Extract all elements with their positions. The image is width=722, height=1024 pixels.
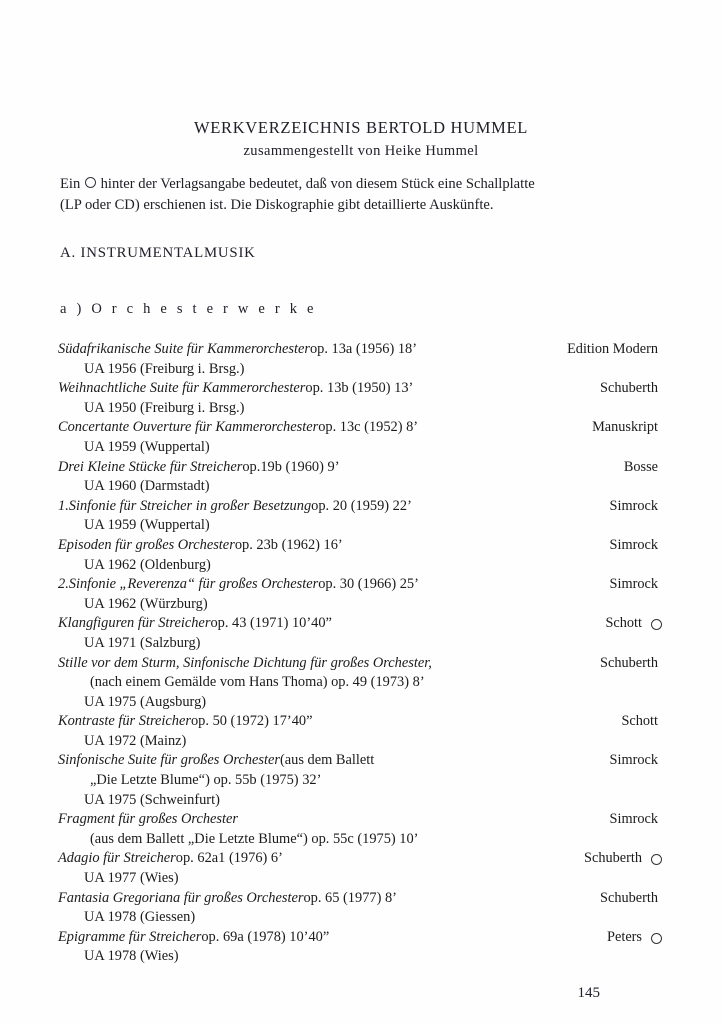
work-continuation-line: (aus dem Ballett „Die Letzte Blume“) op. 55c (1975) 10’ — [90, 830, 419, 847]
publisher-label: Simrock — [609, 576, 658, 593]
work-title: Concertante Ouverture für Kammerorchester — [58, 419, 319, 436]
publisher-label: Simrock — [609, 752, 658, 769]
publisher-label: Edition Modern — [567, 341, 658, 357]
work-premiere-line: UA 1978 (Giessen) — [84, 909, 196, 926]
work-title: Fragment für großes Orchester — [58, 811, 238, 828]
subsection-heading-orchesterwerke: a ) O r c h e s t e r w e r k e — [60, 301, 317, 317]
work-premiere-line: UA 1975 (Schweinfurt) — [84, 791, 220, 808]
work-title-line — [58, 497, 658, 517]
work-title-line — [58, 536, 658, 556]
work-title-line — [58, 458, 658, 478]
work-premiere-line: UA 1972 (Mainz) — [84, 732, 187, 749]
work-opus-details: op. 65 (1977) 8’ — [303, 889, 397, 906]
work-title: Sinfonische Suite für großes Orchester — [58, 752, 280, 769]
work-premiere-line: UA 1956 (Freiburg i. Brsg.) — [84, 360, 245, 377]
work-premiere-line: UA 1950 (Freiburg i. Brsg.) — [84, 399, 245, 416]
intro-paragraph — [60, 174, 600, 216]
work-premiere-line: UA 1962 (Würzburg) — [84, 595, 208, 612]
work-entry — [58, 575, 658, 614]
work-entry — [58, 458, 658, 497]
work-title-line — [58, 379, 658, 399]
work-title-line — [58, 654, 658, 674]
work-title-line — [58, 928, 658, 948]
work-premiere-line: UA 1978 (Wies) — [84, 948, 179, 965]
publisher — [478, 889, 658, 909]
publisher — [478, 497, 658, 517]
publisher-label: Schuberth — [584, 850, 642, 867]
publisher — [478, 614, 642, 634]
publisher-label: Bosse — [623, 458, 658, 475]
record-circle-icon — [85, 177, 96, 188]
work-opus-details: op. 30 (1966) 25’ — [318, 576, 419, 593]
publisher-label: Schott — [605, 615, 642, 632]
work-entry — [58, 497, 658, 536]
work-title-line — [58, 575, 658, 595]
work-title: 2.Sinfonie „Reverenza“ für großes Orchester — [58, 576, 319, 593]
publisher-label: Schuberth — [600, 889, 658, 906]
publisher — [478, 418, 658, 438]
publisher — [478, 810, 658, 830]
record-circle-icon — [651, 854, 662, 865]
work-opus-details: op. 20 (1959) 22’ — [311, 497, 412, 514]
publisher-label: Simrock — [609, 536, 658, 553]
work-title-line — [58, 751, 658, 771]
work-title: Weihnachtliche Suite für Kammerorchester — [58, 380, 306, 397]
page-number: 145 — [577, 985, 600, 1001]
work-entry — [58, 340, 658, 379]
work-entry — [58, 751, 658, 810]
work-opus-details: op.19b (1960) 9’ — [242, 458, 340, 475]
work-premiere-line: UA 1971 (Salzburg) — [84, 634, 201, 651]
work-title-line — [58, 849, 658, 869]
intro-line-1 — [60, 174, 600, 195]
publisher — [478, 379, 658, 399]
work-title: Südafrikanische Suite für Kammerorchester — [58, 341, 310, 357]
publisher-label: Schuberth — [600, 654, 658, 671]
work-title-line — [58, 712, 658, 732]
publisher-label: Simrock — [609, 497, 658, 514]
work-title-line — [58, 889, 658, 909]
work-opus-details: op. 62a1 (1976) 6’ — [175, 850, 283, 867]
document-header — [0, 118, 722, 160]
work-entry — [58, 536, 658, 575]
work-premiere-line: UA 1975 (Augsburg) — [84, 693, 207, 710]
work-premiere-line: UA 1959 (Wuppertal) — [84, 517, 210, 534]
publisher — [478, 340, 658, 360]
work-title: Fantasia Gregoriana für großes Orchester — [58, 889, 304, 906]
publisher — [478, 536, 658, 556]
work-title: Kontraste für Streicher — [58, 713, 191, 730]
publisher — [478, 458, 658, 478]
work-entry — [58, 928, 658, 967]
work-premiere-line: UA 1959 (Wuppertal) — [84, 438, 210, 455]
work-opus-details: op. 43 (1971) 10’40” — [210, 615, 332, 632]
work-entry — [58, 712, 658, 751]
page-title: WERKVERZEICHNIS BERTOLD HUMMEL — [193, 118, 529, 137]
publisher — [478, 928, 642, 948]
publisher-label: Schuberth — [600, 380, 658, 397]
work-entry — [58, 418, 658, 457]
work-continuation-line: (nach einem Gemälde vom Hans Thoma) op. 49 (1973) 8’ — [90, 674, 425, 691]
intro-line-1-after: hinter der Verlagsangabe bedeutet, daß von diesem Stück eine Schallplatte — [100, 176, 535, 192]
publisher-label: Peters — [607, 928, 642, 945]
work-premiere-line: UA 1977 (Wies) — [84, 870, 179, 887]
publisher — [478, 575, 658, 595]
work-opus-details: op. 23b (1962) 16’ — [234, 536, 343, 553]
publisher — [478, 654, 658, 674]
publisher-label: Manuskript — [592, 419, 658, 436]
work-opus-details: op. 13a (1956) 18’ — [309, 341, 418, 357]
publisher — [478, 849, 642, 869]
work-entry — [58, 889, 658, 928]
record-circle-icon — [651, 619, 662, 630]
work-opus-details: op. 13c (1952) 8’ — [318, 419, 419, 436]
work-title: Episoden für großes Orchester — [58, 536, 235, 553]
work-entry — [58, 849, 658, 888]
work-title: Drei Kleine Stücke für Streicher — [58, 458, 243, 475]
work-opus-details: op. 69a (1978) 10’40” — [201, 928, 330, 945]
work-title: 1.Sinfonie für Streicher in großer Besetzung — [58, 497, 312, 514]
work-entry — [58, 654, 658, 713]
work-opus-details: op. 50 (1972) 17’40” — [190, 713, 313, 730]
work-opus-details: (aus dem Ballett — [279, 752, 375, 769]
work-entry — [58, 810, 658, 849]
works-list — [58, 340, 658, 967]
work-title: Adagio für Streicher — [58, 850, 176, 867]
work-title: Stille vor dem Sturm, Sinfonische Dichtung für großes Orchester, — [58, 654, 432, 671]
page-subtitle: zusammengestellt von Heike Hummel — [243, 142, 479, 159]
work-opus-details: op. 13b (1950) 13’ — [305, 380, 414, 397]
work-continuation-line: „Die Letzte Blume“) op. 55b (1975) 32’ — [90, 772, 322, 789]
intro-line-2: (LP oder CD) erschienen ist. Die Diskographie gibt detaillierte Auskünfte. — [60, 197, 494, 213]
work-title: Epigramme für Streicher — [58, 928, 202, 945]
publisher-label: Schott — [621, 713, 658, 730]
publisher — [478, 712, 658, 732]
work-title: Klangfiguren für Streicher — [58, 615, 211, 632]
work-premiere-line: UA 1960 (Darmstadt) — [84, 478, 210, 495]
work-title-line — [58, 810, 658, 830]
intro-line-1-before: Ein — [60, 176, 81, 192]
work-title-line — [58, 340, 658, 360]
work-entry — [58, 379, 658, 418]
record-circle-icon — [651, 933, 662, 944]
work-title-line — [58, 614, 658, 634]
work-entry — [58, 614, 658, 653]
work-premiere-line: UA 1962 (Oldenburg) — [84, 556, 211, 573]
section-heading-instrumentalmusik: A. INSTRUMENTALMUSIK — [60, 245, 256, 261]
work-title-line — [58, 418, 658, 438]
publisher — [478, 751, 658, 771]
publisher-label: Simrock — [609, 811, 658, 828]
